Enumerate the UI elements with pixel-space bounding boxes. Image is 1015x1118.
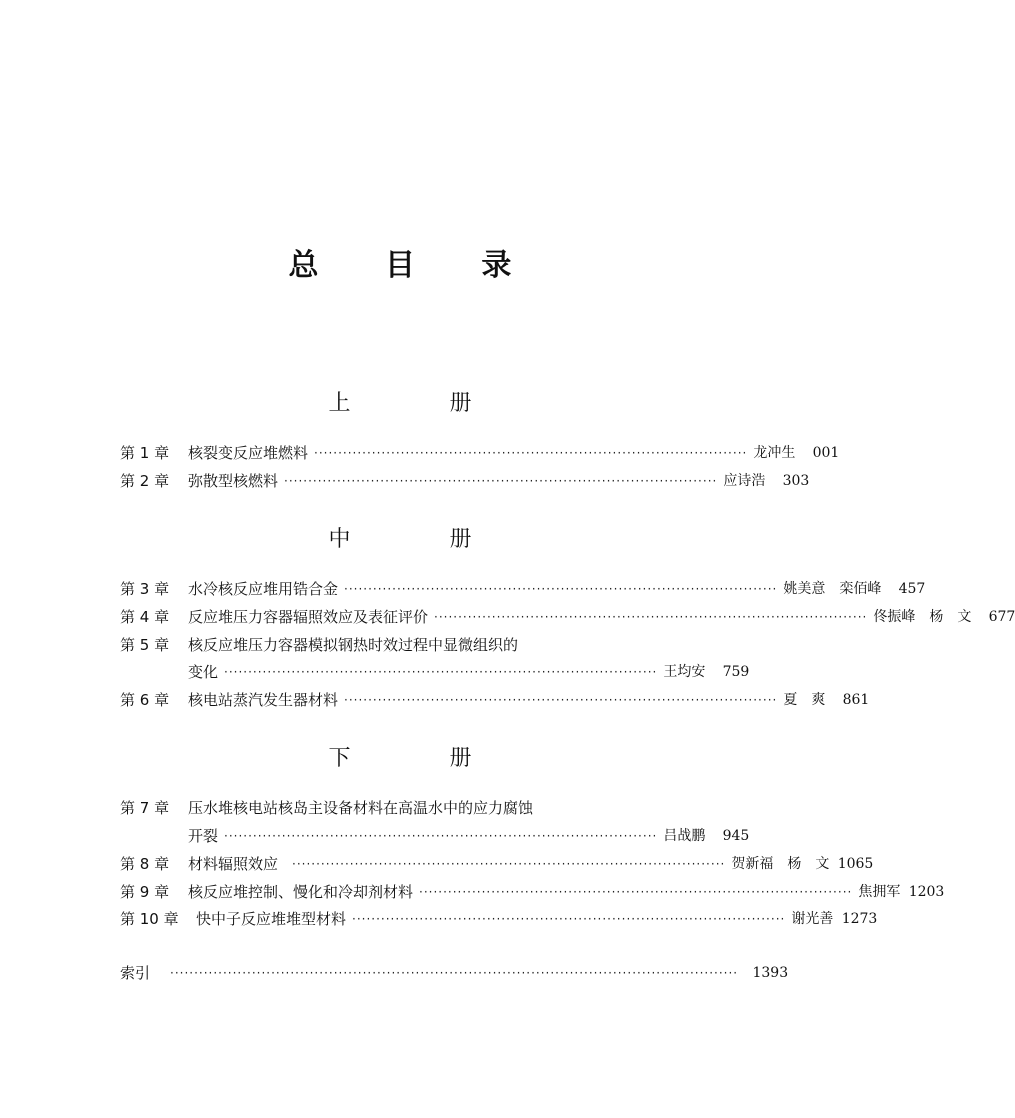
chapter-author: 王均安 — [663, 664, 706, 680]
chapter-author: 贺新福 杨 文 — [731, 856, 830, 872]
leader-dots: ······················································································································ — [170, 966, 739, 980]
toc-entry-ch9[interactable] — [120, 881, 945, 903]
page-number: 945 — [722, 828, 750, 844]
chapter-title: 核反应堆压力容器模拟钢热时效过程中显微组织的 — [188, 636, 519, 654]
toc-entry-ch10[interactable] — [120, 908, 878, 930]
chapter-title: 弥散型核燃料 — [188, 472, 279, 490]
chapter-author: 吕战鹏 — [663, 828, 706, 844]
chapter-number: 第 4 章 — [120, 608, 170, 626]
leader-dots: ·························································································· — [292, 857, 726, 871]
chapter-title: 核反应堆控制、慢化和冷却剂材料 — [188, 883, 414, 901]
page-number: 1393 — [752, 965, 789, 981]
toc-entry-ch2[interactable] — [120, 470, 810, 492]
page-number: 1065 — [837, 856, 874, 872]
leader-dots: ·························································································· — [419, 885, 853, 899]
chapter-number: 第 2 章 — [120, 472, 170, 490]
leader-dots: ·························································································· — [344, 582, 778, 596]
leader-dots: ·························································································· — [224, 665, 658, 679]
part-heading-lower: 下 册 — [328, 746, 518, 771]
chapter-author: 焦拥军 — [858, 884, 901, 900]
toc-entry-ch7-continued[interactable] — [120, 825, 750, 847]
chapter-title-continued: 开裂 — [188, 827, 219, 845]
chapter-author: 姚美意 栾佰峰 — [783, 581, 882, 597]
toc-entry-ch6[interactable] — [120, 689, 870, 711]
toc-entry-ch8[interactable] — [120, 853, 874, 875]
chapter-author: 龙冲生 — [753, 445, 796, 461]
toc-entry-ch7[interactable] — [120, 797, 680, 819]
chapter-number: 第 10 章 — [120, 910, 179, 928]
chapter-title: 水冷核反应堆用锆合金 — [188, 580, 339, 598]
part-heading-middle: 中 册 — [328, 527, 518, 552]
chapter-author: 谢光善 — [791, 911, 834, 927]
page-number: 1273 — [841, 911, 878, 927]
chapter-title: 快中子反应堆堆型材料 — [196, 910, 347, 928]
toc-entry-ch5[interactable] — [120, 634, 680, 656]
leader-dots: ·························································································· — [284, 474, 718, 488]
chapter-title: 反应堆压力容器辐照效应及表征评价 — [188, 608, 429, 626]
chapter-title: 核电站蒸汽发生器材料 — [188, 691, 339, 709]
page-number: 303 — [782, 473, 810, 489]
toc-entry-index[interactable] — [120, 962, 789, 984]
page-number: 1203 — [908, 884, 945, 900]
page-number: 457 — [898, 581, 926, 597]
chapter-number: 第 7 章 — [120, 799, 170, 817]
page-title: 总 目 录 — [288, 248, 540, 283]
leader-dots: ·························································································· — [224, 829, 658, 843]
chapter-title: 材料辐照效应 — [188, 855, 279, 873]
leader-dots: ·························································································· — [344, 693, 778, 707]
leader-dots: ·························································································· — [352, 912, 786, 926]
leader-dots: ·························································································· — [434, 610, 868, 624]
toc-entry-ch4[interactable] — [120, 606, 1015, 628]
index-label: 索引 — [120, 964, 151, 982]
leader-dots: ·························································································· — [314, 446, 748, 460]
toc-entry-ch1[interactable] — [120, 442, 840, 464]
chapter-title: 压水堆核电站核岛主设备材料在高温水中的应力腐蚀 — [188, 799, 534, 817]
chapter-number: 第 1 章 — [120, 444, 170, 462]
part-heading-upper: 上 册 — [328, 391, 518, 416]
chapter-author: 应诗浩 — [723, 473, 766, 489]
page-number: 759 — [722, 664, 750, 680]
chapter-title-continued: 变化 — [188, 663, 219, 681]
chapter-number: 第 9 章 — [120, 883, 170, 901]
page-number: 861 — [842, 692, 870, 708]
chapter-author: 夏 爽 — [783, 692, 826, 708]
toc-entry-ch3[interactable] — [120, 578, 926, 600]
chapter-number: 第 6 章 — [120, 691, 170, 709]
chapter-author: 佟振峰 杨 文 — [873, 609, 972, 625]
chapter-title: 核裂变反应堆燃料 — [188, 444, 309, 462]
toc-entry-ch5-continued[interactable] — [120, 661, 750, 683]
page-number: 001 — [812, 445, 840, 461]
chapter-number: 第 3 章 — [120, 580, 170, 598]
chapter-number: 第 8 章 — [120, 855, 170, 873]
page-number: 677 — [988, 609, 1015, 625]
chapter-number: 第 5 章 — [120, 636, 170, 654]
